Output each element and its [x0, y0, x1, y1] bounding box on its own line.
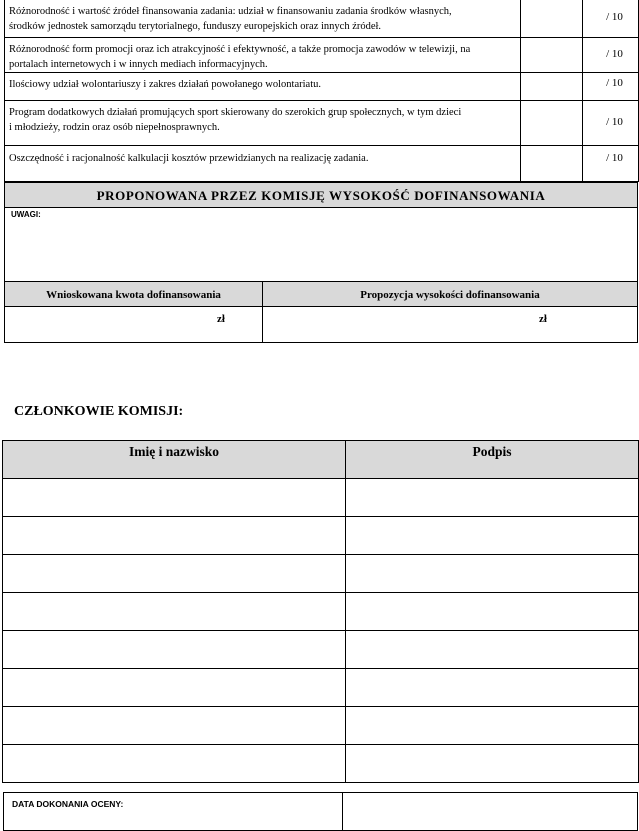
member-row: [3, 707, 639, 745]
criteria-row: [5, 0, 639, 37]
member-name-field[interactable]: [3, 517, 346, 555]
member-signature-field[interactable]: [346, 745, 639, 783]
column-header-name: Imię i nazwisko: [3, 441, 346, 479]
score-max: / 10: [583, 0, 639, 37]
member-name-field[interactable]: [3, 593, 346, 631]
score-max: / 10: [583, 145, 639, 181]
member-name-field[interactable]: [3, 707, 346, 745]
member-row: [3, 479, 639, 517]
member-signature-field[interactable]: [346, 593, 639, 631]
member-row: [3, 517, 639, 555]
member-signature-field[interactable]: [346, 517, 639, 555]
member-name-field[interactable]: [3, 745, 346, 783]
member-row: [3, 669, 639, 707]
criteria-row: [5, 145, 639, 181]
score-max: / 10: [583, 100, 639, 145]
score-input-cell[interactable]: [521, 37, 583, 72]
member-signature-field[interactable]: [346, 555, 639, 593]
criteria-line: Program dodatkowych działań promujących sport skierowany do szerokich grup społecznych, w tym dzieci: [9, 106, 462, 118]
evaluation-date-table: [3, 792, 638, 831]
score-input-cell[interactable]: [521, 72, 583, 100]
currency-label: zł: [217, 313, 225, 325]
score-max: / 10: [583, 37, 639, 72]
proposed-amount-header: Propozycja wysokości dofinansowania: [262, 281, 638, 307]
member-row: [3, 555, 639, 593]
criteria-table: [4, 0, 639, 182]
member-signature-field[interactable]: [346, 631, 639, 669]
score-input-cell[interactable]: [521, 0, 583, 37]
criteria-line: Ilościowy udział wolontariuszy i zakres działań powołanego wolontariatu.: [9, 78, 321, 90]
column-header-signature: Podpis: [346, 441, 639, 479]
score-max: / 10: [583, 72, 639, 100]
member-signature-field[interactable]: [346, 669, 639, 707]
remarks-field[interactable]: [4, 207, 638, 282]
remarks-label: UWAGI:: [11, 210, 41, 219]
criteria-text: [5, 145, 521, 181]
criteria-line: Różnorodność form promocji oraz ich atrakcyjność i efektywność, a także promocja zawodów w telewizji, na: [9, 43, 471, 55]
currency-label: zł: [539, 313, 547, 325]
criteria-line: Oszczędność i racjonalność kalkulacji kosztów przewidzianych na realizację zadania.: [9, 152, 369, 164]
member-row: [3, 745, 639, 783]
score-input-cell[interactable]: [521, 145, 583, 181]
criteria-line: środków jednostek samorządu terytorialnego, funduszy europejskich oraz innych źródeł.: [9, 21, 382, 32]
criteria-text: [5, 100, 521, 145]
member-name-field[interactable]: [3, 555, 346, 593]
funding-section-title: PROPONOWANA PRZEZ KOMISJĘ WYSOKOŚĆ DOFINANSOWANIA: [4, 182, 638, 208]
member-signature-field[interactable]: [346, 479, 639, 517]
members-table: [2, 440, 639, 783]
criteria-row: [5, 100, 639, 145]
requested-amount-header: Wnioskowana kwota dofinansowania: [4, 281, 263, 307]
score-input-cell[interactable]: [521, 100, 583, 145]
requested-amount-field[interactable]: [4, 306, 263, 343]
criteria-line: Różnorodność i wartość źródeł finansowania zadania: udział w finansowaniu zadania środków własnych,: [9, 6, 452, 17]
proposed-amount-field[interactable]: [262, 306, 638, 343]
member-row: [3, 593, 639, 631]
member-name-field[interactable]: [3, 631, 346, 669]
criteria-text: [5, 72, 521, 100]
member-signature-field[interactable]: [346, 707, 639, 745]
criteria-text: [5, 37, 521, 72]
member-row: [3, 631, 639, 669]
criteria-text: [5, 0, 521, 37]
criteria-line: portalach internetowych i w innych mediach informacyjnych.: [9, 58, 268, 70]
members-title: CZŁONKOWIE KOMISJI:: [14, 404, 184, 419]
criteria-row: [5, 72, 639, 100]
criteria-row: [5, 37, 639, 72]
criteria-line: i młodzieży, rodzin oraz osób niepełnosprawnych.: [9, 121, 220, 133]
member-name-field[interactable]: [3, 669, 346, 707]
member-name-field[interactable]: [3, 479, 346, 517]
evaluation-date-label: DATA DOKONANIA OCENY:: [4, 793, 343, 831]
